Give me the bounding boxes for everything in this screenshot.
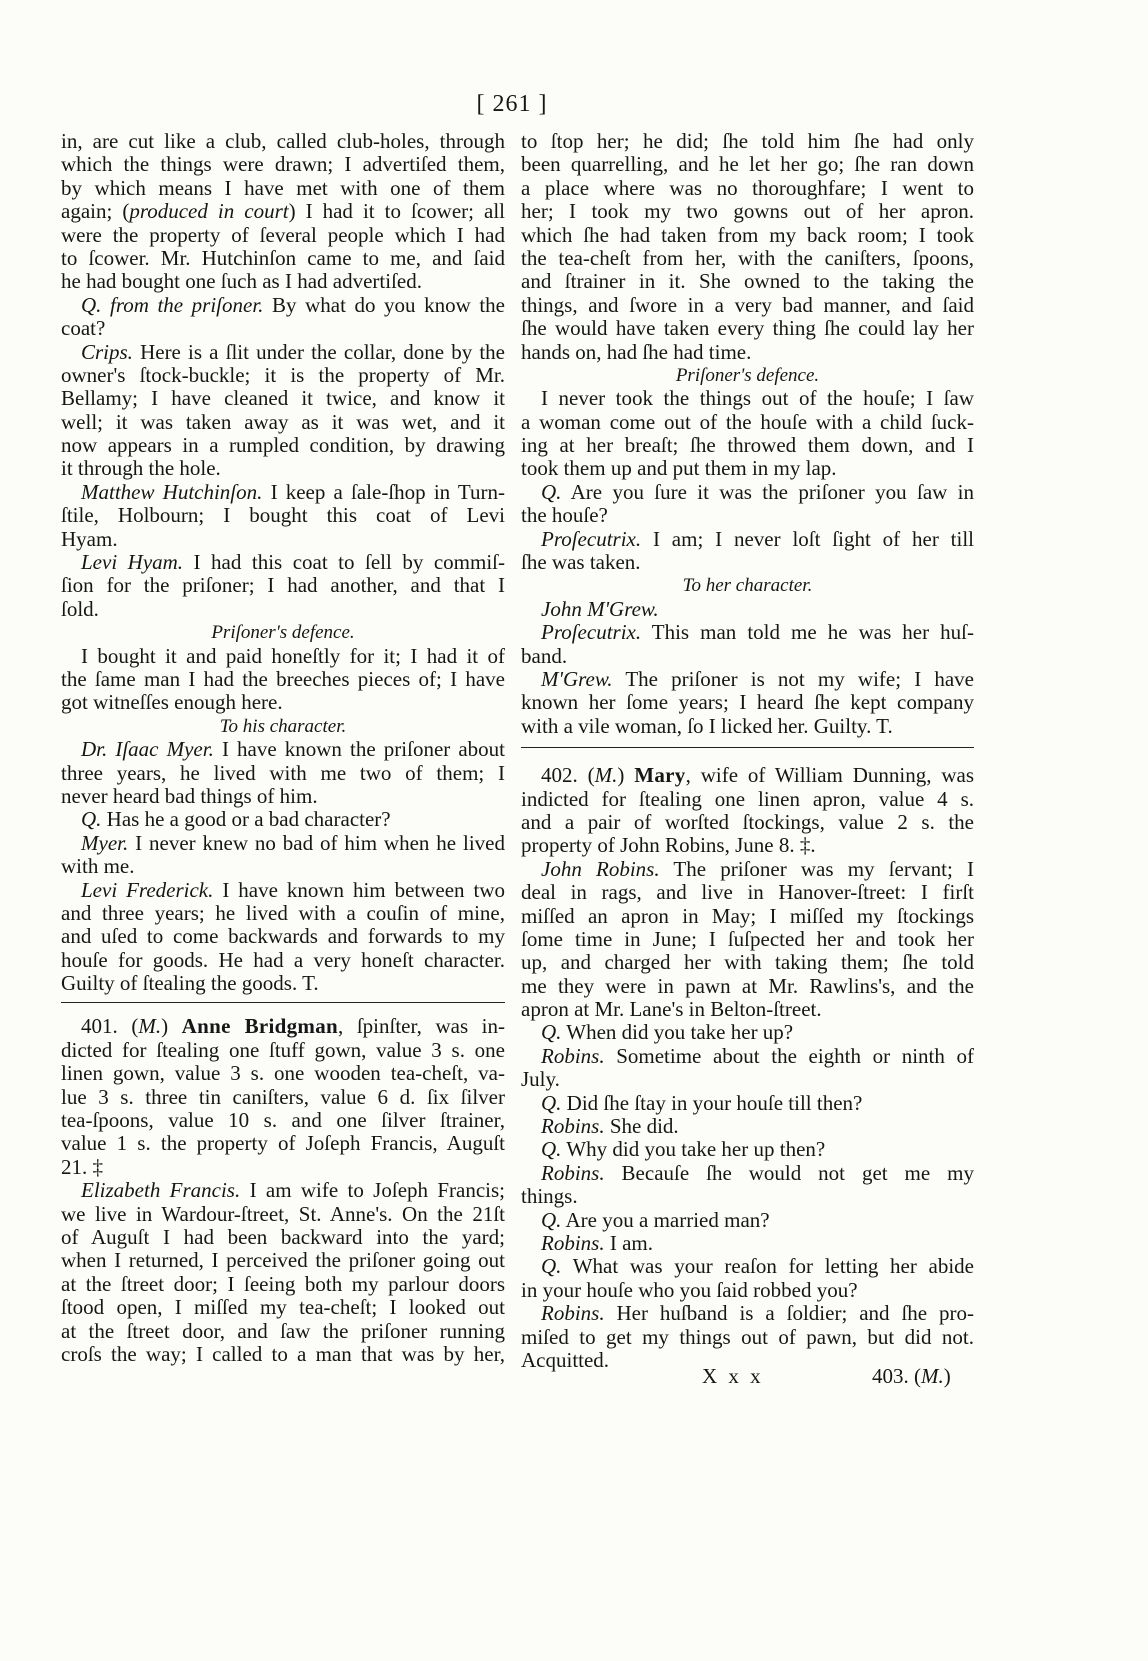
text-run: When did you take her up? xyxy=(561,1021,794,1045)
paragraph xyxy=(521,528,974,575)
text-run: owner's ſtock-buckle; it is the property of Mr. xyxy=(61,363,505,387)
text-line xyxy=(61,879,505,902)
section-divider xyxy=(61,995,505,1015)
text-run: Are you a married man? xyxy=(561,1208,770,1232)
text-run: croſs the way; I called to a man that was by her, xyxy=(61,1342,505,1366)
text-run: ) xyxy=(617,764,635,788)
text-run: The priſoner was my ſervant; I xyxy=(659,857,974,881)
text-line xyxy=(61,153,505,176)
text-line xyxy=(61,1273,505,1296)
text-run: to ſcower. Mr. Hutchinſon came to me, and ſaid xyxy=(61,246,505,270)
text-line xyxy=(61,1320,505,1343)
text-line xyxy=(61,457,505,480)
text-line xyxy=(521,411,974,434)
text-line xyxy=(61,1203,505,1226)
text-line xyxy=(61,574,505,597)
text-run: 403. ( xyxy=(872,1364,921,1388)
paragraph xyxy=(521,1021,974,1044)
paragraph xyxy=(61,1015,505,1179)
text-run: tea-ſpoons, value 10 s. and one ſilver ſtrainer, xyxy=(61,1109,505,1133)
text-line xyxy=(521,951,974,974)
italic-run: M. xyxy=(921,1364,944,1388)
text-run: ſion for the priſoner; I had another, and that I xyxy=(61,574,505,598)
text-line xyxy=(61,832,505,855)
italic-run: Robins. xyxy=(541,1115,605,1139)
text-line xyxy=(61,855,505,878)
text-line xyxy=(521,1279,974,1302)
text-run: ſtile, Holbourn; I bought this coat of Levi xyxy=(61,504,505,528)
text-line xyxy=(61,294,505,317)
text-line xyxy=(61,925,505,948)
paragraph xyxy=(521,598,974,621)
text-run: never heard bad things of him. xyxy=(61,784,318,808)
text-line xyxy=(61,1086,505,1109)
catchword xyxy=(872,1365,951,1388)
italic-run: Q. xyxy=(541,1021,562,1045)
text-run: I am wife to Joſeph Francis; xyxy=(240,1179,505,1203)
text-run: Acquitted. xyxy=(521,1348,610,1372)
italic-run: Dr. Iſaac Myer. xyxy=(81,738,214,762)
text-line xyxy=(521,434,974,457)
italic-run: Robins. xyxy=(541,1302,605,1326)
paragraph xyxy=(61,832,505,879)
italic-run: Levi Hyam. xyxy=(81,551,184,575)
text-line xyxy=(521,317,974,340)
text-line xyxy=(61,1296,505,1319)
text-run: in, are cut like a club, called club-holes, through xyxy=(61,130,505,153)
italic-run: Elizabeth Francis. xyxy=(81,1179,241,1203)
section-heading: Priſoner's defence. xyxy=(675,364,820,386)
text-line xyxy=(61,808,505,831)
text-run: when I returned, I perceived the priſoner going out xyxy=(61,1249,505,1273)
italic-run: Q. xyxy=(541,1138,562,1162)
italic-run: Q. xyxy=(541,1255,562,1279)
text-line xyxy=(521,457,974,480)
text-run: band. xyxy=(521,644,568,668)
text-run: I never knew no bad of him when he lived xyxy=(128,831,505,855)
text-run: Here is a ſlit under the collar, done by the xyxy=(132,340,505,364)
text-line xyxy=(521,691,974,714)
text-line xyxy=(521,788,974,811)
text-line xyxy=(521,1045,974,1068)
text-line xyxy=(521,881,974,904)
paragraph xyxy=(521,1092,974,1115)
text-run: miſſed an apron in May; I miſſed my ſtockings xyxy=(521,904,974,928)
text-run: I bought it and paid honeſtly for it; I had it of xyxy=(81,644,505,668)
text-line xyxy=(61,1132,505,1155)
paragraph xyxy=(61,481,505,551)
text-run: again; ( xyxy=(61,200,130,224)
text-run: Has he a good or a bad character? xyxy=(101,808,391,832)
paragraph xyxy=(521,387,974,481)
text-run: things. xyxy=(521,1185,578,1209)
text-line xyxy=(61,317,505,340)
text-run: Her huſband is a ſoldier; and ſhe pro- xyxy=(604,1302,974,1326)
divider-line xyxy=(61,1002,505,1003)
text-line xyxy=(61,341,505,364)
text-run: Sometime about the eighth or ninth of xyxy=(604,1044,974,1068)
text-line xyxy=(61,949,505,972)
left-column xyxy=(61,130,505,1366)
text-run: lue 3 s. three tin caniſters, value 6 d. ſix ſilver xyxy=(61,1085,505,1109)
text-run: ) I had it to ſcower; all xyxy=(288,200,505,224)
text-run: it through the hole. xyxy=(61,457,221,481)
text-line xyxy=(521,294,974,317)
text-run: I never took the things out of the houſe; I ſaw xyxy=(541,387,974,411)
text-run: her; I took my two gowns out of her apron. xyxy=(521,200,974,224)
text-run: The priſoner is not my wife; I have xyxy=(612,667,974,691)
text-line xyxy=(61,691,505,714)
text-line xyxy=(521,1021,974,1044)
text-line xyxy=(61,387,505,410)
text-run: coat? xyxy=(61,317,106,341)
paragraph xyxy=(61,341,505,481)
section-heading: Priſoner's defence. xyxy=(211,622,355,644)
text-line xyxy=(521,905,974,928)
text-run: 402. ( xyxy=(541,764,595,788)
italic-run: Robins. xyxy=(541,1044,605,1068)
text-run: She did. xyxy=(604,1115,679,1139)
text-run: ing at her breaſt; ſhe throwed them down, and I xyxy=(521,434,974,458)
signature-mark: X x x xyxy=(702,1364,764,1388)
text-run: ſhe would have taken every thing ſhe could lay her xyxy=(521,317,974,341)
paragraph xyxy=(521,1255,974,1302)
text-run: I am. xyxy=(604,1231,653,1255)
text-line xyxy=(61,1039,505,1062)
paragraph xyxy=(521,1115,974,1138)
text-line xyxy=(521,1162,974,1185)
text-line xyxy=(61,411,505,434)
text-run: apron at Mr. Lane's in Belton-ſtreet. xyxy=(521,998,822,1022)
text-run: 401. ( xyxy=(81,1015,139,1039)
text-run: dicted for ſtealing one ſtuff gown, value 3 s. one xyxy=(61,1038,505,1062)
text-line xyxy=(61,481,505,504)
text-line xyxy=(61,270,505,293)
paragraph xyxy=(521,130,974,364)
text-line xyxy=(521,177,974,200)
text-line xyxy=(521,1326,974,1349)
text-line xyxy=(61,762,505,785)
text-line xyxy=(521,811,974,834)
text-run: indicted for ſtealing one linen apron, value 4 s. xyxy=(521,787,974,811)
text-line xyxy=(521,387,974,410)
italic-run: Q. xyxy=(541,1091,562,1115)
text-run: ) xyxy=(943,1364,951,1388)
text-run: property of John Robins, June 8. ‡. xyxy=(521,834,816,858)
text-line xyxy=(61,1015,505,1038)
italic-run: Q. from the priſoner. xyxy=(81,293,264,317)
text-run: I have known the priſoner about xyxy=(213,738,505,762)
blackletter-name: Mary xyxy=(634,764,686,788)
paragraph xyxy=(61,1179,505,1366)
text-run: deal in rags, and live in Hanover-ſtreet: I firſt xyxy=(521,881,974,905)
italic-run: Matthew Hutchinſon. xyxy=(81,480,263,504)
text-run: ſold. xyxy=(61,597,99,621)
italic-run: Q. xyxy=(81,808,102,832)
paragraph xyxy=(61,551,505,621)
text-run: he had bought one ſuch as I had advertiſed. xyxy=(61,270,422,294)
text-line xyxy=(521,645,974,668)
text-run: Guilty of ſtealing the goods. T. xyxy=(61,972,319,996)
text-run: I keep a ſale-ſhop in Turn- xyxy=(262,480,505,504)
paragraph xyxy=(521,1045,974,1092)
text-line xyxy=(521,130,974,153)
text-run: up, and charged her with taking them; ſhe told xyxy=(521,951,974,975)
text-run: took them up and put them in my lap. xyxy=(521,457,837,481)
paragraph xyxy=(521,858,974,1022)
paragraph xyxy=(521,1209,974,1232)
text-run: , wife of William Dunning, was xyxy=(685,764,974,788)
italic-run: Proſecutrix. xyxy=(541,621,642,645)
text-run: 21. ‡ xyxy=(61,1155,103,1179)
text-run: Are you ſure it was the priſoner you ſaw in xyxy=(561,480,974,504)
text-run: and uſed to come backwards and forwards to my xyxy=(61,925,505,949)
text-line xyxy=(521,224,974,247)
paragraph xyxy=(521,1232,974,1255)
text-run: linen gown, value 3 s. one wooden tea-cheſt, va- xyxy=(61,1062,505,1086)
text-line xyxy=(521,764,974,787)
text-line xyxy=(61,1226,505,1249)
paragraph xyxy=(521,668,974,738)
italic-run: Proſecutrix. xyxy=(541,527,642,551)
text-line xyxy=(521,834,974,857)
text-run: and a pair of worſted ſtockings, value 2 s. the xyxy=(521,810,974,834)
italic-run: Myer. xyxy=(81,831,129,855)
paragraph xyxy=(61,294,505,341)
text-line xyxy=(61,972,505,995)
italic-run: M'Grew. xyxy=(541,667,613,691)
text-run: been quarrelling, and he let her go; ſhe ran down xyxy=(521,153,974,177)
text-run: value 1 s. the property of Joſeph Francis, Auguſt xyxy=(61,1132,505,1156)
page-number: [ 261 ] xyxy=(476,91,548,117)
text-line xyxy=(521,715,974,738)
text-run: I had this coat to ſell by commiſ- xyxy=(183,551,505,575)
text-run: now appears in a rumpled condition, by drawing xyxy=(61,434,505,458)
text-line xyxy=(61,200,505,223)
text-run: I have known him between two xyxy=(213,878,505,902)
text-line xyxy=(61,598,505,621)
blackletter-name: Anne Bridgman xyxy=(181,1015,338,1039)
text-line xyxy=(61,177,505,200)
italic-run: Q. xyxy=(541,480,562,504)
text-line xyxy=(521,1255,974,1278)
italic-run: Crips. xyxy=(81,340,133,364)
text-run: which ſhe had taken from my back room; I took xyxy=(521,223,974,247)
text-line xyxy=(521,621,974,644)
text-line xyxy=(61,785,505,808)
text-line xyxy=(61,528,505,551)
right-column xyxy=(521,130,974,1372)
text-run: , ſpinſter, was in- xyxy=(338,1015,505,1039)
text-line xyxy=(521,153,974,176)
paragraph xyxy=(521,1138,974,1161)
text-run: well; it was taken away as it was wet, and it xyxy=(61,410,505,434)
text-line xyxy=(521,481,974,504)
italic-run: M. xyxy=(138,1015,162,1039)
text-line xyxy=(521,998,974,1021)
divider-line xyxy=(521,747,974,748)
text-run: the houſe? xyxy=(521,504,608,528)
text-run: at the ſtreet door; I ſeeing both my parlour doors xyxy=(61,1272,505,1296)
text-run: of Auguſt I had been backward into the yard; xyxy=(61,1225,505,1249)
text-line xyxy=(521,1185,974,1208)
text-line xyxy=(61,130,505,153)
text-run: Did ſhe ſtay in your houſe till then? xyxy=(561,1091,863,1115)
text-run: the tea-cheſt from her, with the caniſters, ſpoons, xyxy=(521,246,974,270)
paragraph xyxy=(521,621,974,668)
text-run: Becauſe ſhe would not get me my xyxy=(604,1161,974,1185)
text-run: a place where was no thoroughfare; I went to xyxy=(521,176,974,200)
text-run: a woman come out of the houſe with a child ſuck- xyxy=(521,410,974,434)
text-line xyxy=(521,1068,974,1091)
text-run: by which means I have met with one of them xyxy=(61,176,505,200)
text-run: three years, he lived with me two of them; I xyxy=(61,761,505,785)
text-run: in your houſe who you ſaid robbed you? xyxy=(521,1278,858,1302)
text-run: I am; I never loſt ſight of her till xyxy=(641,527,974,551)
text-line xyxy=(61,247,505,270)
paragraph xyxy=(61,130,505,294)
paragraph xyxy=(521,764,974,858)
text-run: to ſtop her; he did; ſhe told him ſhe had only xyxy=(521,130,974,153)
text-line xyxy=(521,1232,974,1255)
text-line xyxy=(521,528,974,551)
text-run: the ſame man I had the breeches pieces of; I have xyxy=(61,667,505,691)
text-line xyxy=(521,247,974,270)
text-run: me they were in pawn at Mr. Rawlins's, and the xyxy=(521,974,974,998)
paragraph xyxy=(61,808,505,831)
text-line xyxy=(61,434,505,457)
text-run: at the ſtreet door, and ſaw the priſoner running xyxy=(61,1319,505,1343)
text-line xyxy=(61,1179,505,1202)
paragraph xyxy=(61,879,505,996)
text-line xyxy=(61,738,505,761)
text-run: known her ſome years; I heard ſhe kept company xyxy=(521,691,974,715)
paragraph xyxy=(61,645,505,715)
text-line xyxy=(521,668,974,691)
text-run: houſe for goods. He had a very honeſt character. xyxy=(61,948,505,972)
text-run: By what do you know the xyxy=(263,293,505,317)
text-line xyxy=(521,1092,974,1115)
text-run: and ſtrainer in it. She owned to the taking the xyxy=(521,270,974,294)
text-line xyxy=(61,504,505,527)
text-run: which the things were drawn; I advertiſed them, xyxy=(61,153,505,177)
text-run: July. xyxy=(521,1068,560,1092)
italic-run: M. xyxy=(594,764,618,788)
paragraph xyxy=(521,1302,974,1372)
text-line xyxy=(61,1249,505,1272)
text-line xyxy=(521,551,974,574)
italic-run: John M'Grew. xyxy=(541,597,659,621)
text-line xyxy=(521,975,974,998)
text-line xyxy=(521,1138,974,1161)
text-run: Bellamy; I have cleaned it twice, and know it xyxy=(61,387,505,411)
text-run: What was your reaſon for letting her abide xyxy=(561,1255,974,1279)
text-run: This man told me he was her huſ- xyxy=(641,621,974,645)
text-run: ſtood open, I miſſed my tea-cheſt; I looked out xyxy=(61,1296,505,1320)
text-line xyxy=(521,598,974,621)
text-line xyxy=(61,551,505,574)
text-run: and three years; he lived with a couſin of mine, xyxy=(61,901,505,925)
text-line xyxy=(521,928,974,951)
text-line xyxy=(521,1209,974,1232)
text-line xyxy=(521,1115,974,1138)
italic-run: Q. xyxy=(541,1208,562,1232)
text-run: were the property of ſeveral people which I had xyxy=(61,223,505,247)
section-heading: To her character. xyxy=(682,575,813,597)
text-run: ſhe was taken. xyxy=(521,551,641,575)
text-line xyxy=(61,1343,505,1366)
text-line xyxy=(61,1109,505,1132)
italic-run: Levi Frederick. xyxy=(81,878,214,902)
paragraph xyxy=(521,1162,974,1209)
text-run: miſed to get my things out of pawn, but did not. xyxy=(521,1325,974,1349)
italic-run: John Robins. xyxy=(541,857,660,881)
text-line xyxy=(61,224,505,247)
text-line xyxy=(521,270,974,293)
text-line xyxy=(61,1156,505,1179)
text-run: with a vile woman, ſo I licked her. Guilty. T. xyxy=(521,714,893,738)
text-run: ) xyxy=(161,1015,182,1039)
italic-run: Robins. xyxy=(541,1231,605,1255)
text-run: hands on, had ſhe had time. xyxy=(521,340,752,364)
text-line xyxy=(61,668,505,691)
text-run: things, and ſwore in a very bad manner, and ſaid xyxy=(521,293,974,317)
text-run: Why did you take her up then? xyxy=(561,1138,826,1162)
italic-run: produced in court xyxy=(129,200,289,224)
text-line xyxy=(521,858,974,881)
text-line xyxy=(61,902,505,925)
text-line xyxy=(521,341,974,364)
text-run: Hyam. xyxy=(61,527,118,551)
section-heading: To his character. xyxy=(219,715,347,737)
text-line xyxy=(61,1062,505,1085)
italic-run: Robins. xyxy=(541,1161,605,1185)
text-line xyxy=(521,1302,974,1325)
text-run: with me. xyxy=(61,855,135,879)
text-line xyxy=(61,364,505,387)
paragraph xyxy=(61,738,505,808)
text-run: ſome time in June; I ſuſpected her and took her xyxy=(521,927,974,951)
text-run: got witneſſes enough here. xyxy=(61,691,283,715)
text-run: we live in Wardour-ſtreet, St. Anne's. On the 21ſt xyxy=(61,1202,505,1226)
text-line xyxy=(521,504,974,527)
section-divider xyxy=(521,738,974,764)
text-line xyxy=(521,200,974,223)
paragraph xyxy=(521,481,974,528)
text-line xyxy=(61,645,505,668)
